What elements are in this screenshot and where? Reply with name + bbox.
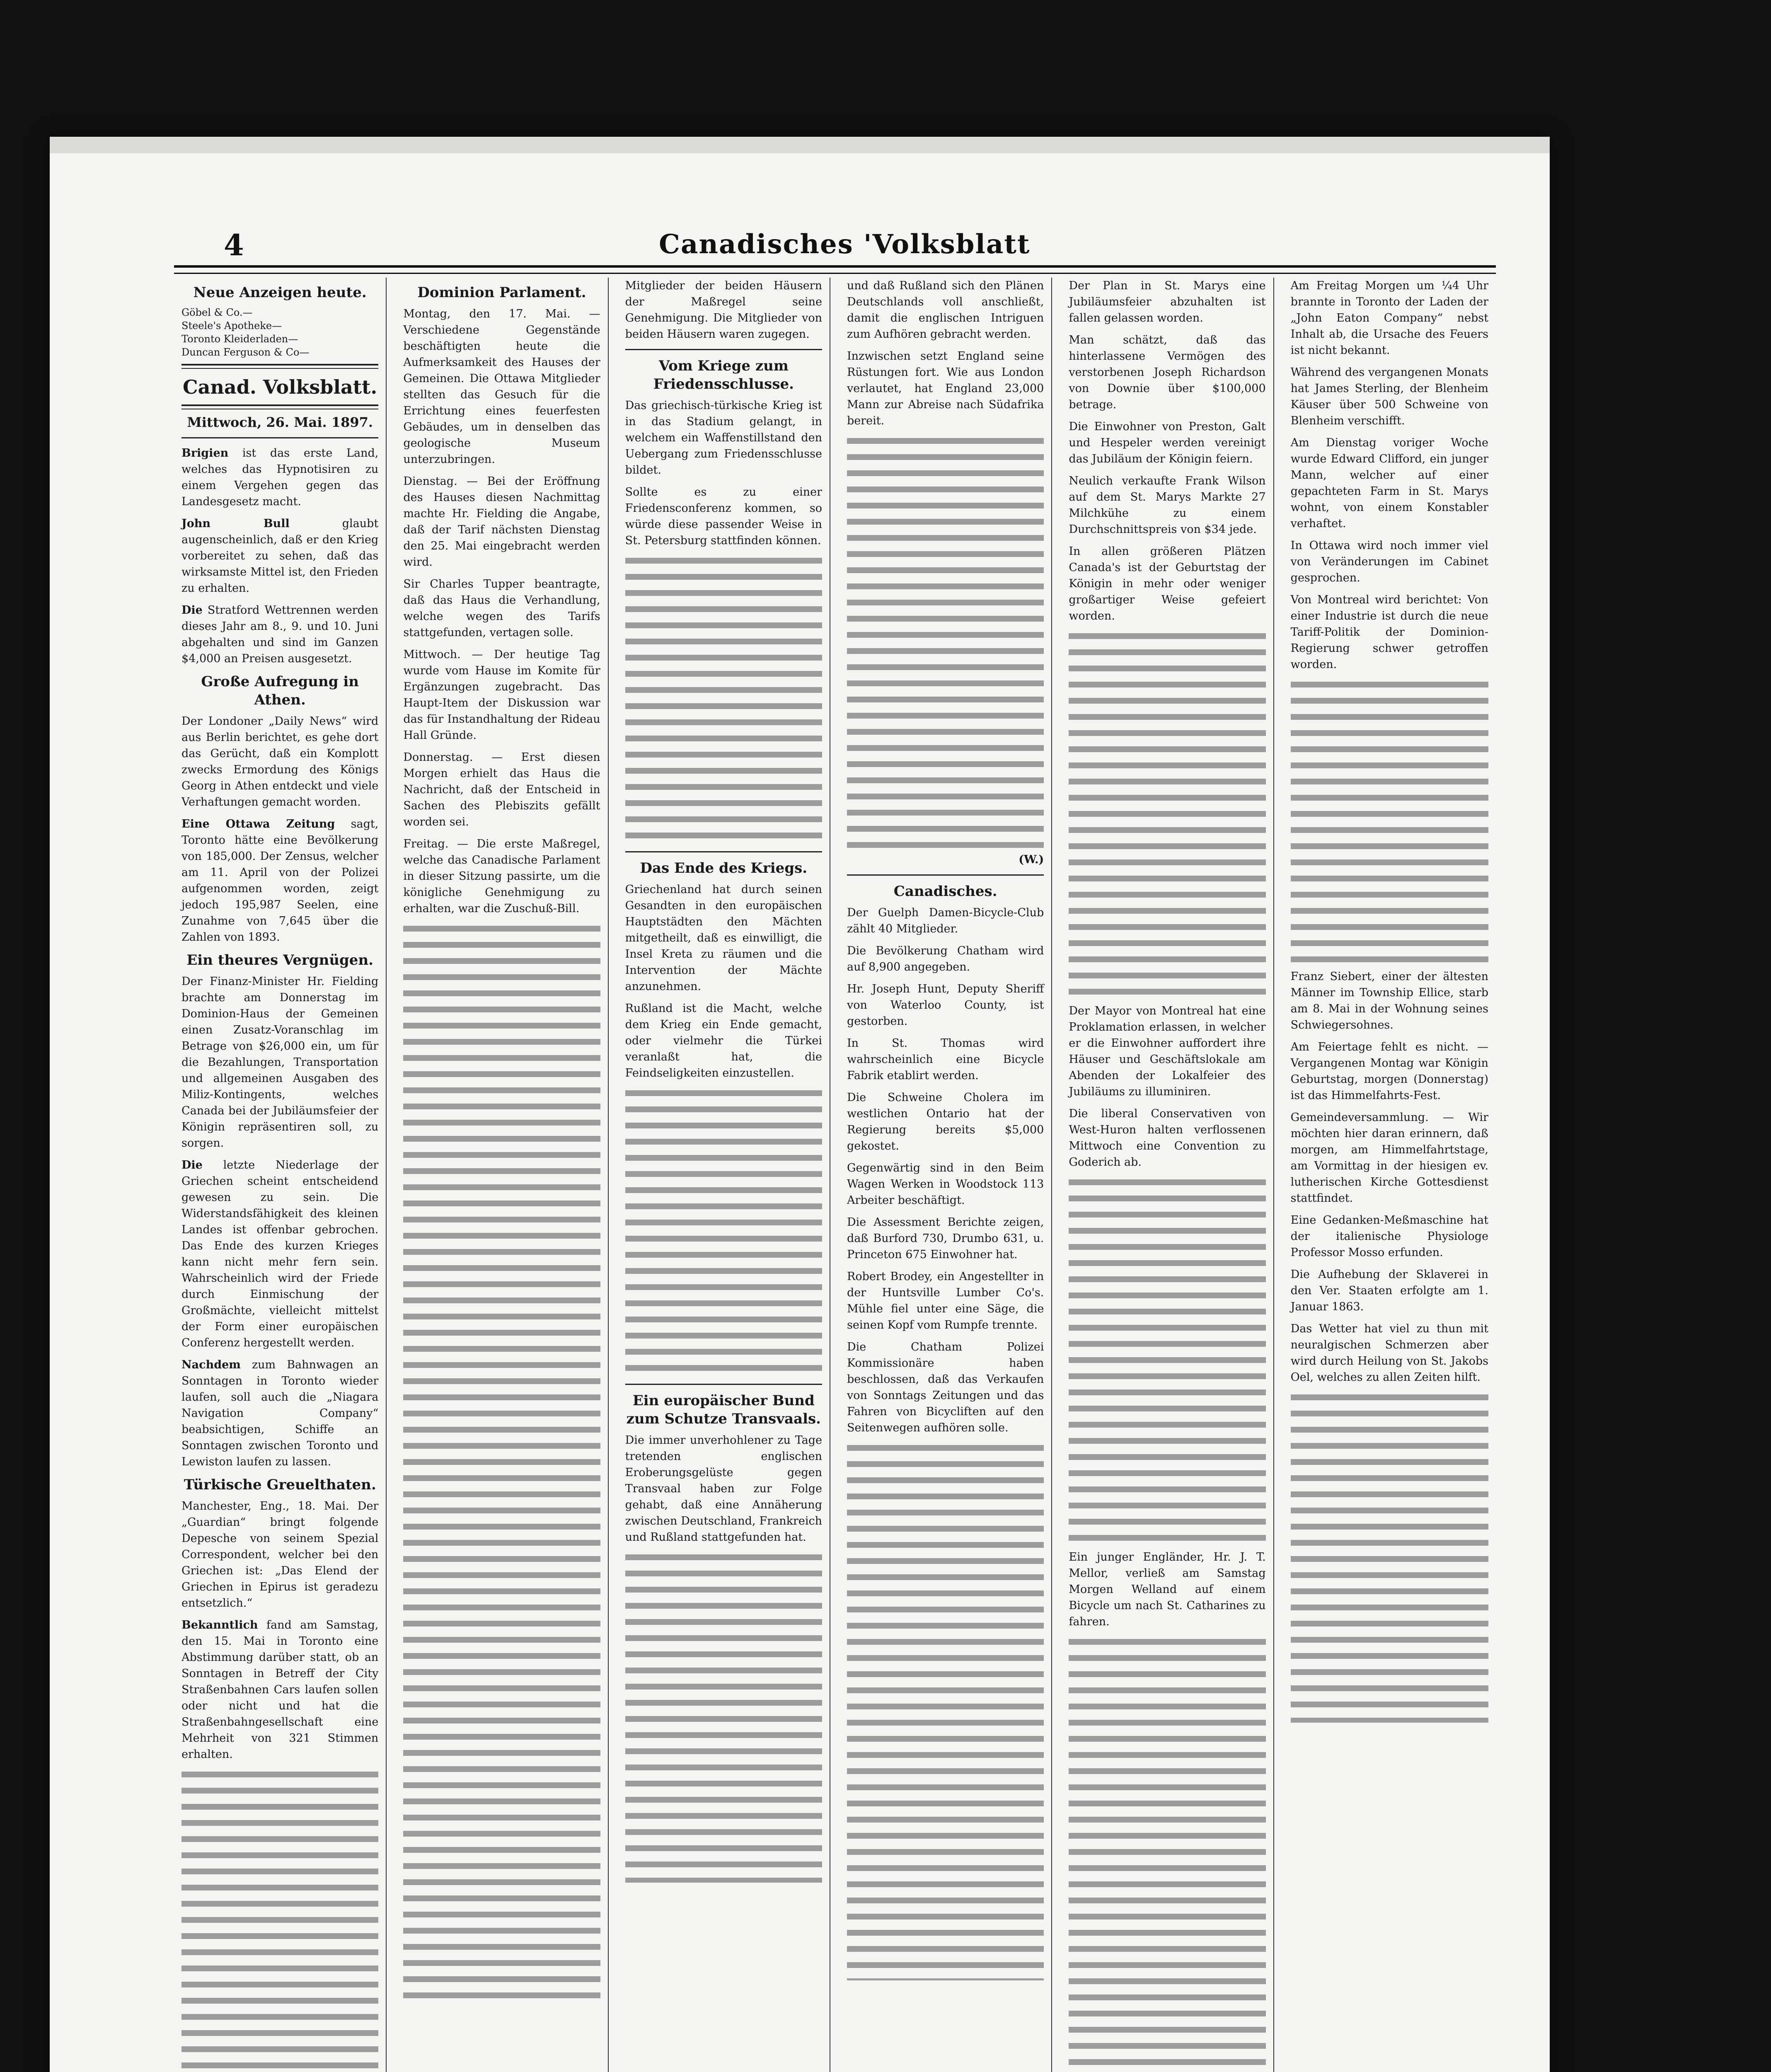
article-paragraph: Gegenwärtig sind in den Beim Wagen Werken in Woodstock 113 Arbeiter beschäftigt. xyxy=(847,1162,1044,1207)
illegible-text-block xyxy=(1291,1391,1488,1723)
article-paragraph: Montag, den 17. Mai. — Verschiedene Gegenstände beschäftigten heute die Aufmerksamkeit des Hauses der Gemeinen. Die Ottawa Mitglieder stellten das Gesuch für die Errichtung eines feuerfesten Gebäudes, um in denselben das geologische Museum unterzubringen. xyxy=(403,307,600,466)
article-paragraph: Am Dienstag voriger Woche wurde Edward Clifford, ein junger Mann, welcher auf einer gepachteten Farm in St. Marys wohnt, von einem Konstabler verhaftet. xyxy=(1290,436,1488,530)
article-heading: Ein europäischer Bund zum Schutze Transvaals. xyxy=(626,1392,821,1427)
illegible-text-block xyxy=(625,1087,822,1377)
divider xyxy=(625,851,822,852)
article-paragraph: Am Freitag Morgen um ¼4 Uhr brannte in Toronto der Laden der „John Eaton Company“ nebst Inhalt ab, die Ursache des Feuers ist nicht bekannt. xyxy=(1290,279,1488,357)
new-ad-item: Göbel & Co.— xyxy=(181,307,253,318)
illegible-text-block xyxy=(1069,1176,1265,1549)
article-paragraph: Sollte es zu einer Friedensconferenz kommen, so würde diese passender Weise in St. Petersburg stattfinden können. xyxy=(625,486,822,547)
article-paragraph: Die immer unverhohlener zu Tage tretenden englischen Eroberungsgelüste gegen Transvaal haben zur Folge gehabt, daß eine Annäherung zwischen Deutschland, Frankreich und Rußland stattgefunden hat. xyxy=(625,1434,822,1544)
article-paragraph: Das griechisch-türkische Krieg ist in das Stadium gelangt, in welchem ein Waffenstillstand den Uebergang zum Friedensschlusse bildet. xyxy=(625,399,822,477)
article-paragraph: Der Londoner „Daily News“ wird aus Berlin berichtet, es gehe dort das Gerücht, daß ein Komplott zwecks Ermordung des Königs Georg in Athen entdeckt und viele Verhaftungen gemacht worden. xyxy=(181,715,379,808)
article-paragraph: In allen größeren Plätzen Canada's ist der Geburtstag der Königin in mehr oder weniger großartiger Weise gefeiert worden. xyxy=(1069,545,1266,622)
paragraph-lead: Bekanntlich xyxy=(181,1619,258,1631)
article-paragraph xyxy=(181,602,378,667)
article-paragraph: Inzwischen setzt England seine Rüstungen fort. Wie aus London verlautet, hat England 23,000 Mann zur Abreise nach Südafrika bereit. xyxy=(847,350,1044,427)
article-heading: Große Aufregung in Athen. xyxy=(201,673,359,708)
new-ad-item: Steele's Apotheke— xyxy=(181,320,282,332)
article-paragraph: Ein junger Engländer, Hr. J. T. Mellor, verließ am Samstag Morgen Welland auf einem Bicycle um nach St. Catharines zu fahren. xyxy=(1069,1551,1266,1628)
paragraph-lead: Die xyxy=(181,1159,203,1172)
divider xyxy=(847,874,1044,876)
article-heading: Dominion Parlament. xyxy=(417,284,586,301)
illegible-text-block xyxy=(625,554,822,845)
paper-edge xyxy=(50,137,1550,153)
column-5 xyxy=(1061,278,1274,2072)
article-paragraph: und daß Rußland sich den Plänen Deutschlands voll anschließt, damit die englischen Intriguen zum Aufhören gebracht werden. xyxy=(847,279,1044,341)
divider xyxy=(181,364,378,369)
article-paragraph xyxy=(181,516,378,596)
article-paragraph: Rußland ist die Macht, welche dem Krieg ein Ende gemacht, oder vielmehr die Türkei veranlaßt hat, die Feindseligkeiten einzustellen. xyxy=(625,1002,822,1080)
article-paragraph: Die Bevölkerung Chatham wird auf 8,900 angegeben. xyxy=(847,944,1044,973)
article-heading: Ein theures Vergnügen. xyxy=(186,952,373,968)
new-ads-list xyxy=(181,306,378,359)
paragraph-lead: John Bull xyxy=(181,517,290,530)
article-paragraph: Die Schweine Cholera im westlichen Ontario hat der Regierung bereits $5,000 gekostet. xyxy=(847,1091,1044,1152)
article-paragraph: Die Assessment Berichte zeigen, daß Burford 730, Drumbo 631, u. Princeton 675 Einwohner hat. xyxy=(847,1216,1044,1261)
paragraph-text: sagt, Toronto hätte eine Bevölkerung von 185,000. Der Zensus, welcher am 11. April von der Polizei aufgenommen worden, zeigt jedoch 195,987 Seelen, eine Zunahme von 7,645 über die Zahlen von 1893. xyxy=(181,818,379,944)
paragraph-text: fand am Samstag, den 15. Mai in Toronto eine Abstimmung darüber statt, ob an Sonntagen in Betreff der City Straßenbahnen Cars laufen sollen oder nicht und hat die Straßenbahngesellschaft eine Mehrheit von 321 Stimmen erhalten. xyxy=(181,1619,379,1761)
article-paragraph: In Ottawa wird noch immer viel von Veränderungen im Cabinet gesprochen. xyxy=(1290,539,1488,584)
column-3 xyxy=(618,278,830,2072)
issue-date: Mittwoch, 26. Mai. 1897. xyxy=(187,414,373,430)
paragraph-text: glaubt augenscheinlich, daß er den Krieg vorbereitet zu sehen, daß das wirksamste Mittel ist, den Frieden zu erhalten. xyxy=(181,517,379,595)
illegible-text-block xyxy=(847,435,1044,849)
article-paragraph: Die Einwohner von Preston, Galt und Hespeler werden vereinigt das Jubiläum der Königin feiern. xyxy=(1069,420,1266,465)
article-paragraph xyxy=(181,445,378,510)
article-heading: Canadisches. xyxy=(893,883,997,900)
masthead-rule xyxy=(174,265,1496,274)
article-paragraph: Franz Siebert, einer der ältesten Männer im Township Ellice, starb am 8. Mai in der Wohnung seines Schwiegersohnes. xyxy=(1290,970,1488,1031)
illegible-text-block xyxy=(1069,630,1265,1003)
illegible-text-block xyxy=(181,1768,378,2072)
article-paragraph: Neulich verkaufte Frank Wilson auf dem St. Marys Markte 27 Milchkühe zu einem Durchschnittspreis von $34 jede. xyxy=(1069,474,1266,536)
masthead: Canadisches 'Volksblatt xyxy=(659,229,1031,260)
illegible-text-block xyxy=(847,1442,1044,1980)
divider xyxy=(625,349,822,350)
article-paragraph: Die Aufhebung der Sklaverei in den Ver. Staaten erfolgte am 1. Januar 1863. xyxy=(1290,1268,1488,1313)
paragraph-text: Stratford Wettrennen werden dieses Jahr am 8., 9. und 10. Juni abgehalten und sind im Ganzen $4,000 an Preisen ausgesetzt. xyxy=(181,604,379,665)
article-paragraph: Am Feiertage fehlt es nicht. — Vergangenen Montag war Königin Geburtstag, morgen (Donnerstag) ist das Himmelfahrts-Fest. xyxy=(1290,1041,1488,1102)
article-heading: Vom Kriege zum Friedensschlusse. xyxy=(653,358,794,392)
article-paragraph xyxy=(181,1157,378,1351)
paragraph-text: ist das erste Land, welches das Hypnotisiren zu einem Vergehen gegen das Landesgesetz macht. xyxy=(181,447,379,508)
page-number: 4 xyxy=(224,228,244,262)
paragraph-text: letzte Niederlage der Griechen scheint entscheidend gewesen zu sein. Die Widerstandsfähigkeit des kleinen Landes ist offenbar gebrochen. Das Ende des kurzen Krieges kann nicht mehr fern sein. Wahrscheinlich wird der Friede durch Einmischung der Großmächte, vielleicht mittelst der Form einer europäischen Conferenz hergestellt werden. xyxy=(181,1159,379,1349)
article-paragraph: Der Guelph Damen-Bicycle-Club zählt 40 Mitglieder. xyxy=(847,906,1044,935)
paper-title: Canad. Volksblatt. xyxy=(183,376,377,398)
illegible-text-block xyxy=(1069,1636,1265,2072)
article-paragraph: Mittwoch. — Der heutige Tag wurde vom Hause im Komite für Ergänzungen zugebracht. Das Haupt-Item der Diskussion war das für Instandhaltung der Rideau Hall Gründe. xyxy=(403,648,600,742)
article-paragraph: Griechenland hat durch seinen Gesandten in den europäischen Hauptstädten den Mächten mitgetheilt, daß es einwilligt, die Insel Kreta zu räumen und die Intervention der Mächte anzunehmen. xyxy=(625,883,822,993)
article-heading: Türkische Greuelthaten. xyxy=(184,1477,376,1493)
article-paragraph: Freitag. — Die erste Maßregel, welche das Canadische Parlament in dieser Sitzung passirte, um die königliche Genehmigung zu erhalten, war die Zuschuß-Bill. xyxy=(403,838,600,915)
divider xyxy=(181,437,378,438)
article-signature: (W.) xyxy=(1019,853,1044,866)
paragraph-lead: Nachdem xyxy=(181,1358,241,1371)
illegible-text-block xyxy=(625,1551,822,1883)
paragraph-lead: Die xyxy=(181,604,203,617)
article-paragraph: Der Finanz-Minister Hr. Fielding brachte am Donnerstag im Dominion-Haus der Gemeinen einen Zusatz-Voranschlag im Betrage von $26,000 ein, um für die Bezahlungen, Transportation und allgemeinen Ausgaben des Miliz-Kontingents, welches Canada bei der Jubiläumsfeier der Königin repräsentiren soll, zu sorgen. xyxy=(181,975,379,1150)
article-paragraph: In St. Thomas wird wahrscheinlich eine Bicycle Fabrik etablirt werden. xyxy=(847,1037,1044,1082)
article-paragraph: Die liberal Conservativen von West-Huron halten verflossenen Mittwoch eine Convention zu Goderich ab. xyxy=(1069,1107,1266,1169)
article-paragraph: Gemeindeversammlung. — Wir möchten hier daran erinnern, daß morgen, am Himmelfahrtstage, am Vormittag in der hiesigen ev. lutherischen Kirche Gottesdienst stattfindet. xyxy=(1290,1111,1488,1205)
column-2 xyxy=(396,278,608,2072)
article-paragraph: Eine Gedanken-Meßmaschine hat der italienische Physiologe Professor Mosso erfunden. xyxy=(1290,1214,1488,1259)
column-6 xyxy=(1283,278,1496,2072)
newspaper-page xyxy=(50,137,1550,2072)
article-paragraph: Das Wetter hat viel zu thun mit neuralgischen Schmerzen aber wird durch Heilung von St. Jakobs Oel, welches zu allen Zeiten hilft. xyxy=(1290,1322,1488,1384)
article-paragraph: Während des vergangenen Monats hat James Sterling, der Blenheim Käuser über 500 Schweine von Blenheim verschifft. xyxy=(1290,366,1488,427)
article-paragraph: Manchester, Eng., 18. Mai. Der „Guardian“ bringt folgende Depesche von seinem Spezial Correspondent, welcher bei den Griechen ist: „Das Elend der Griechen in Epirus ist geradezu entsetzlich.“ xyxy=(181,1500,379,1610)
article-paragraph: Man schätzt, daß das hinterlassene Vermögen des verstorbenen Joseph Richardson von Downie über $100,000 betrage. xyxy=(1069,334,1266,411)
article-paragraph: Von Montreal wird berichtet: Von einer Industrie ist durch die neue Tariff-Politik der Dominion-Regierung schwer getroffen worden. xyxy=(1290,593,1488,671)
article-paragraph xyxy=(181,816,378,945)
article-paragraph: Mitglieder der beiden Häusern der Maßregel seine Genehmigung. Die Mitglieder von beiden Häusern waren zugegen. xyxy=(625,279,822,341)
illegible-text-block xyxy=(1291,678,1488,968)
article-paragraph xyxy=(181,1617,378,1762)
article-heading: Das Ende des Kriegs. xyxy=(640,860,808,876)
article-paragraph: Der Mayor von Montreal hat eine Proklamation erlassen, in welcher er die Einwohner auffordert ihre Häuser und Geschäftslokale am Abenden der Lokalfeier des Jubiläums zu illuminiren. xyxy=(1069,1005,1266,1098)
paragraph-lead: Brigien xyxy=(181,447,229,460)
column-4 xyxy=(840,278,1052,2072)
article-paragraph: Hr. Joseph Hunt, Deputy Sheriff von Waterloo County, ist gestorben. xyxy=(847,983,1044,1028)
divider xyxy=(625,1384,822,1385)
divider xyxy=(181,404,378,409)
article-paragraph: Die Chatham Polizei Kommissionäre haben beschlossen, daß das Verkaufen von Sonntags Zeitungen und das Fahren von Bicycliften auf den Seitenwegen aufhören solle. xyxy=(847,1341,1044,1434)
paragraph-lead: Eine Ottawa Zeitung xyxy=(181,818,335,830)
new-ad-item: Toronto Kleiderladen— xyxy=(181,333,298,345)
columns xyxy=(174,278,1496,2072)
paragraph-text: zum Bahnwagen an Sonntagen in Toronto wieder laufen, soll auch die „Niagara Navigation Company“ beabsichtigen, Schiffe an Sonntagen zwischen Toronto und Lewiston laufen zu lassen. xyxy=(181,1358,379,1468)
article-paragraph: Der Plan in St. Marys eine Jubiläumsfeier abzuhalten ist fallen gelassen worden. xyxy=(1069,279,1266,324)
article-paragraph: Dienstag. — Bei der Eröffnung des Hauses diesen Nachmittag machte Hr. Fielding die Angabe, daß der Tarif nächsten Dienstag den 25. Mai eingebracht werden wird. xyxy=(403,475,600,569)
article-paragraph xyxy=(181,1357,378,1470)
article-paragraph: Sir Charles Tupper beantragte, daß das Haus die Verhandlung, welche wegen des Tarifs stattgefunden, vertagen solle. xyxy=(403,578,600,639)
column-1 xyxy=(174,278,387,2072)
new-ads-heading: Neue Anzeigen heute. xyxy=(193,284,367,301)
new-ad-item: Duncan Ferguson & Co— xyxy=(181,346,310,358)
article-paragraph: Robert Brodey, ein Angestellter in der Huntsville Lumber Co's. Mühle fiel unter eine Säge, die seinen Kopf vom Rumpfe trennte. xyxy=(847,1270,1044,1331)
illegible-text-block xyxy=(403,922,600,2000)
article-paragraph: Donnerstag. — Erst diesen Morgen erhielt das Haus die Nachricht, daß der Entscheid in Sachen des Plebiszits gefällt worden sei. xyxy=(403,751,600,828)
